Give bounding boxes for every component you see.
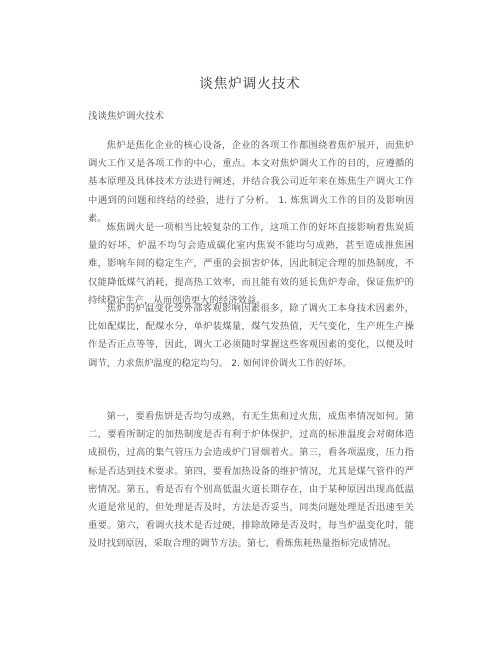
- paragraph-3: [88, 300, 414, 373]
- paragraph-3-text: 焦炉的炉温变化受外部客观影响因素很多，除了调火工本身技术因素外，比如配煤比，配煤水分，单炉装煤量，煤气发热值，天气变化，生产班生产操作是否正点等等，因此，调火工必须随时掌握这些客观因素的变化，以便及时调节，力求焦炉温度的稳定均匀。: [88, 303, 414, 369]
- section-heading-2: 2. 如何评价调火工作的好坏。: [231, 358, 352, 369]
- document-title: 谈焦炉调火技术: [199, 76, 301, 92]
- paragraph-1: [88, 137, 414, 228]
- document-subtitle: 浅谈焦炉调火技术: [88, 111, 165, 122]
- paragraph-4: [88, 408, 414, 554]
- section-heading-1: 1. 炼焦调火工作的目的及影响因素。: [88, 195, 414, 224]
- paragraph-1-text: 焦炉是焦化企业的核心设备，企业的各项工作都围绕着焦炉展开，而焦炉调火工作又是各项工作的中心，重点。本文对焦炉调火工作的目的，应遵循的基本原理及具体技术方法进行阐述，并结合我公司近年来在炼焦生产调火工作中遇到的问题和终结的经验，进行了分析。: [88, 140, 414, 206]
- paragraph-2: [88, 219, 414, 310]
- paragraph-4-text: 第一，要看焦饼是否均匀成熟，有无生焦和过火焦，成焦率情况如何。第二，要看所制定的加热制度是否有利于炉体保护，过高的标准温度会对砌体造成损伤，过高的集气管压力会造成炉门冒烟着火。第三，看各项温度，压力指标是否达到技术要求。第四，要看加热设备的维护情况，尤其是煤气管件的严密情况。第五，看是否有个别高低温火道长期存在，由于某种原因出现高低温火道是常见的，但处理是否及时，方法是否妥当，同类问题处理是否迅速至关重要。第六，看调火技术是否过硬，排除故障是否及时，每当炉温变化时，能及时找到原因，采取合理的调节方法。第七，看炼焦耗热量指标完成情况。: [88, 411, 414, 550]
- paragraph-2-text: 炼焦调火是一项相当比较复杂的工作，这项工作的好坏直接影响着焦炭质量的好坏，炉温不均匀会造成碳化室内焦炭不能均匀成熟，甚至造成推焦困难，影响车间的稳定生产，严重的会损害炉体，因此制定合理的加热制度，不仅能降低煤气消耗，提高热工效率，而且能有效的延长焦炉寿命，保证焦炉的持续稳定生产，从而创造更大的经济效益。: [88, 222, 414, 306]
